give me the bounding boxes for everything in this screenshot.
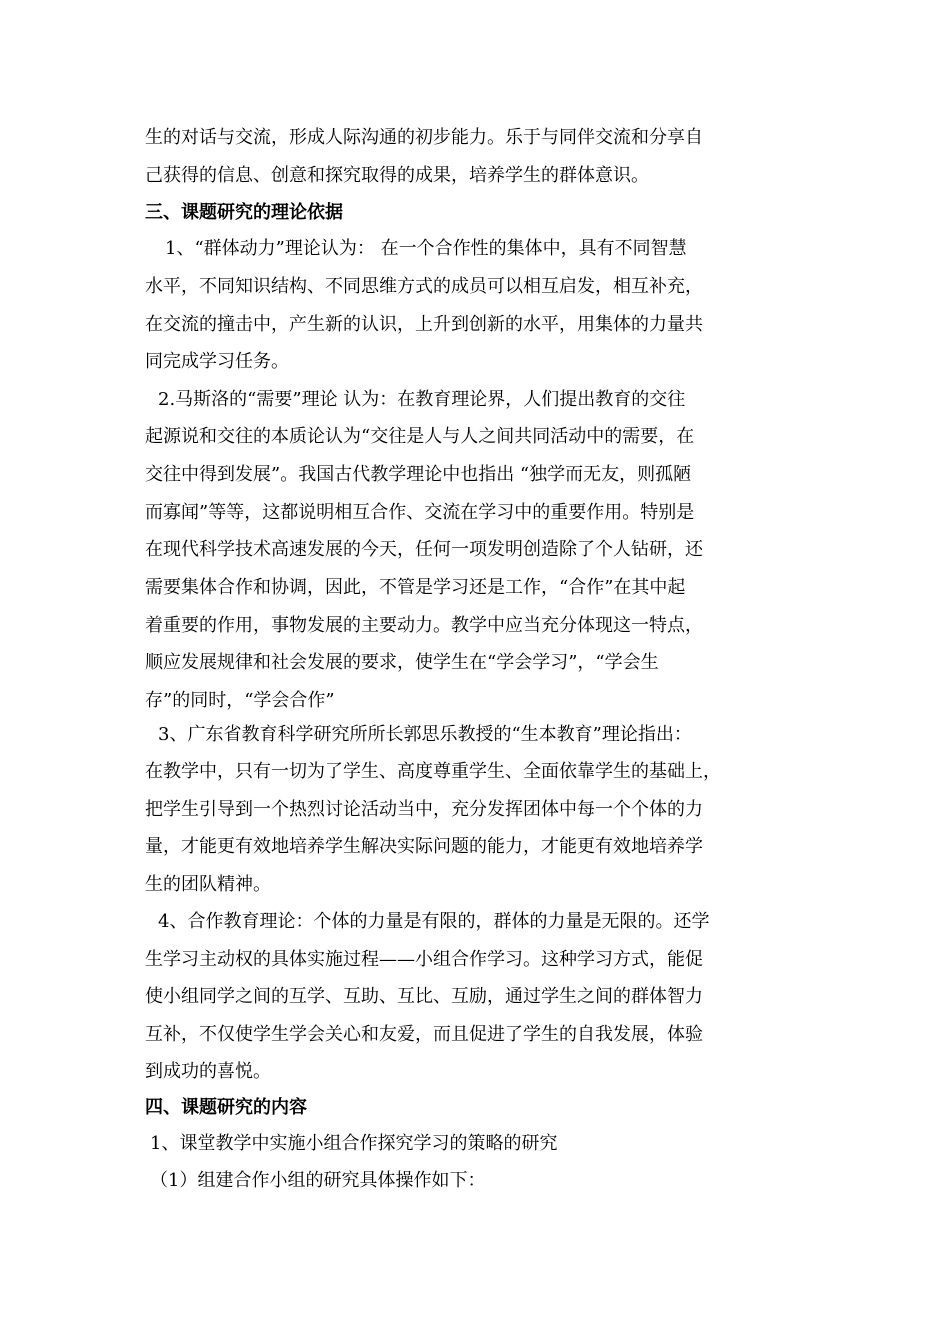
text-line: 4、合作教育理论：个体的力量是有限的，群体的力量是无限的。还学: [158, 911, 710, 932]
text-line: 量，才能更有效地培养学生解决实际问题的能力，才能更有效地培养学: [145, 836, 703, 857]
text-line: 着重要的作用，事物发展的主要动力。教学中应当充分体现这一特点，: [145, 615, 703, 636]
text-line: 起源说和交往的本质论认为“交往是人与人之间共同活动中的需要，在: [145, 426, 695, 447]
text-line: 互补，不仅使学生学会关心和友爱，而且促进了学生的自我发展，体验: [145, 1024, 703, 1045]
text-line: 1、“群体动力”理论认为： 在一个合作性的集体中，具有不同智慧: [165, 238, 687, 259]
text-line: 把学生引导到一个热烈讨论活动当中，充分发挥团体中每一个个体的力: [145, 799, 703, 820]
text-line: 水平，不同知识结构、不同思维方式的成员可以相互启发，相互补充，: [145, 276, 703, 297]
text-line: 3、广东省教育科学研究所所长郭思乐教授的“生本教育”理论指出：: [158, 724, 692, 745]
text-line: 己获得的信息、创意和探究取得的成果，培养学生的群体意识。: [145, 165, 649, 186]
text-line: 而寡闻”等等，这都说明相互合作、交流在学习中的重要作用。特别是: [145, 502, 695, 523]
text-line: 存”的同时，“学会合作”: [145, 690, 335, 711]
text-line: 生学习主动权的具体实施过程——小组合作学习。这种学习方式，能促: [145, 949, 703, 970]
text-line: 2.马斯洛的“需要”理论 认为：在教育理论界，人们提出教育的交往: [158, 389, 686, 410]
section-heading: 四、课题研究的内容: [145, 1097, 307, 1118]
text-line: 生的团队精神。: [145, 874, 271, 895]
text-line: 需要集体合作和协调，因此，不管是学习还是工作，“合作”在其中起: [145, 577, 686, 598]
text-line: （1）组建合作小组的研究具体操作如下：: [150, 1170, 486, 1191]
text-line: 到成功的喜悦。: [145, 1061, 271, 1082]
section-heading: 三、课题研究的理论依据: [145, 202, 343, 223]
text-line: 在交流的撞击中，产生新的认识，上升到创新的水平，用集体的力量共: [145, 314, 703, 335]
text-line: 顺应发展规律和社会发展的要求，使学生在“学会学习”，“学会生: [145, 652, 659, 673]
text-line: 使小组同学之间的互学、互助、互比、互励，通过学生之间的群体智力: [145, 986, 703, 1007]
text-line: 在现代科学技术高速发展的今天，任何一项发明创造除了个人钻研，还: [145, 539, 703, 560]
text-line: 同完成学习任务。: [145, 351, 289, 372]
text-line: 1、课堂教学中实施小组合作探究学习的策略的研究: [150, 1133, 558, 1154]
text-line: 在教学中，只有一切为了学生、高度尊重学生、全面依靠学生的基础上，: [145, 761, 721, 782]
text-line: 交往中得到发展”。我国古代教学理论中也指出 “独学而无友，则孤陋: [145, 464, 692, 485]
text-line: 生的对话与交流，形成人际沟通的初步能力。乐于与同伴交流和分享自: [145, 127, 703, 148]
